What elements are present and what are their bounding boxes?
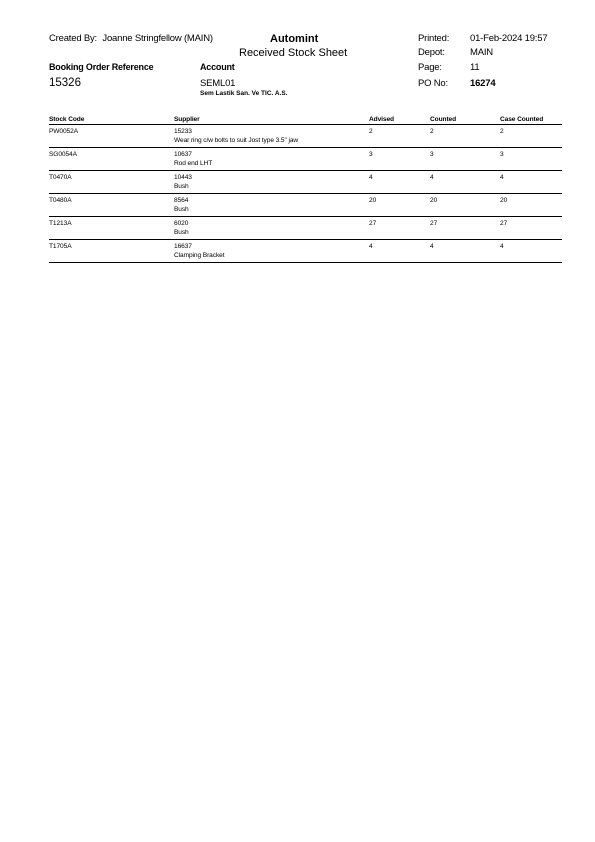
advised-qty: 20: [369, 194, 430, 217]
sheet-title: Received Stock Sheet: [239, 47, 348, 59]
counted-qty: 27: [430, 217, 500, 240]
created-by: [49, 33, 213, 44]
supplier-cell: [174, 171, 369, 194]
created-by-label: Created By:: [49, 33, 97, 44]
supplier-code: 10637: [174, 151, 192, 158]
counted-qty: 3: [430, 148, 500, 171]
account-label: Account: [200, 62, 235, 72]
account-name: Sem Lastik San. Ve TIC. A.S.: [200, 90, 288, 97]
case-counted-qty: 4: [500, 240, 562, 263]
supplier-cell: [174, 217, 369, 240]
counted-qty: 2: [430, 125, 500, 148]
advised-qty: 4: [369, 171, 430, 194]
table-row: [49, 148, 562, 171]
created-by-value: Joanne Stringfellow (MAIN): [102, 33, 213, 44]
depot-label: Depot:: [418, 47, 445, 58]
stock-code: T0480A: [49, 194, 174, 217]
case-counted-qty: 4: [500, 171, 562, 194]
stock-code: SG0054A: [49, 148, 174, 171]
supplier-cell: [174, 125, 369, 148]
stock-code: T0470A: [49, 171, 174, 194]
advised-qty: 27: [369, 217, 430, 240]
supplier-code: 10443: [174, 174, 192, 181]
advised-qty: 2: [369, 125, 430, 148]
company-name: Automint: [270, 33, 319, 45]
table-row: [49, 217, 562, 240]
page-label: Page:: [418, 62, 442, 73]
table-row: [49, 194, 562, 217]
case-counted-qty: 3: [500, 148, 562, 171]
supplier-cell: [174, 148, 369, 171]
item-description: Bush: [174, 229, 189, 236]
col-advised: Advised: [369, 114, 430, 125]
col-case-counted: Case Counted: [500, 114, 562, 125]
stock-code: T1705A: [49, 240, 174, 263]
col-supplier: Supplier: [174, 114, 369, 125]
item-description: Rod end LHT: [174, 160, 213, 167]
item-description: Bush: [174, 183, 189, 190]
table-row: [49, 171, 562, 194]
depot-value: MAIN: [470, 47, 493, 58]
page-number: 11: [470, 62, 480, 73]
booking-ref-label: Booking Order Reference: [49, 62, 154, 72]
supplier-code: 8564: [174, 197, 189, 204]
account-code: SEML01: [200, 78, 236, 89]
case-counted-qty: 27: [500, 217, 562, 240]
supplier-cell: [174, 240, 369, 263]
stock-code: T1213A: [49, 217, 174, 240]
po-label: PO No:: [418, 78, 448, 89]
item-description: Wear ring c/w bolts to suit Jost type 3.5" jaw: [174, 137, 299, 144]
counted-qty: 4: [430, 240, 500, 263]
table-row: [49, 240, 562, 263]
printed-value: 01-Feb-2024 19:57: [470, 33, 548, 44]
counted-qty: 20: [430, 194, 500, 217]
supplier-code: 6020: [174, 220, 189, 227]
advised-qty: 3: [369, 148, 430, 171]
col-stock-code: Stock Code: [49, 114, 174, 125]
counted-qty: 4: [430, 171, 500, 194]
table-row: [49, 125, 562, 148]
printed-label: Printed:: [418, 33, 450, 44]
item-description: Clamping Bracket: [174, 252, 225, 259]
supplier-code: 16637: [174, 243, 192, 250]
case-counted-qty: 20: [500, 194, 562, 217]
table-header-row: [49, 114, 562, 125]
supplier-code: 15233: [174, 128, 192, 135]
col-counted: Counted: [430, 114, 500, 125]
supplier-cell: [174, 194, 369, 217]
case-counted-qty: 2: [500, 125, 562, 148]
booking-ref-value: 15326: [49, 77, 81, 89]
advised-qty: 4: [369, 240, 430, 263]
po-number: 16274: [470, 78, 496, 89]
stock-code: PW0052A: [49, 125, 174, 148]
item-description: Bush: [174, 206, 189, 213]
stock-table: [49, 114, 562, 263]
